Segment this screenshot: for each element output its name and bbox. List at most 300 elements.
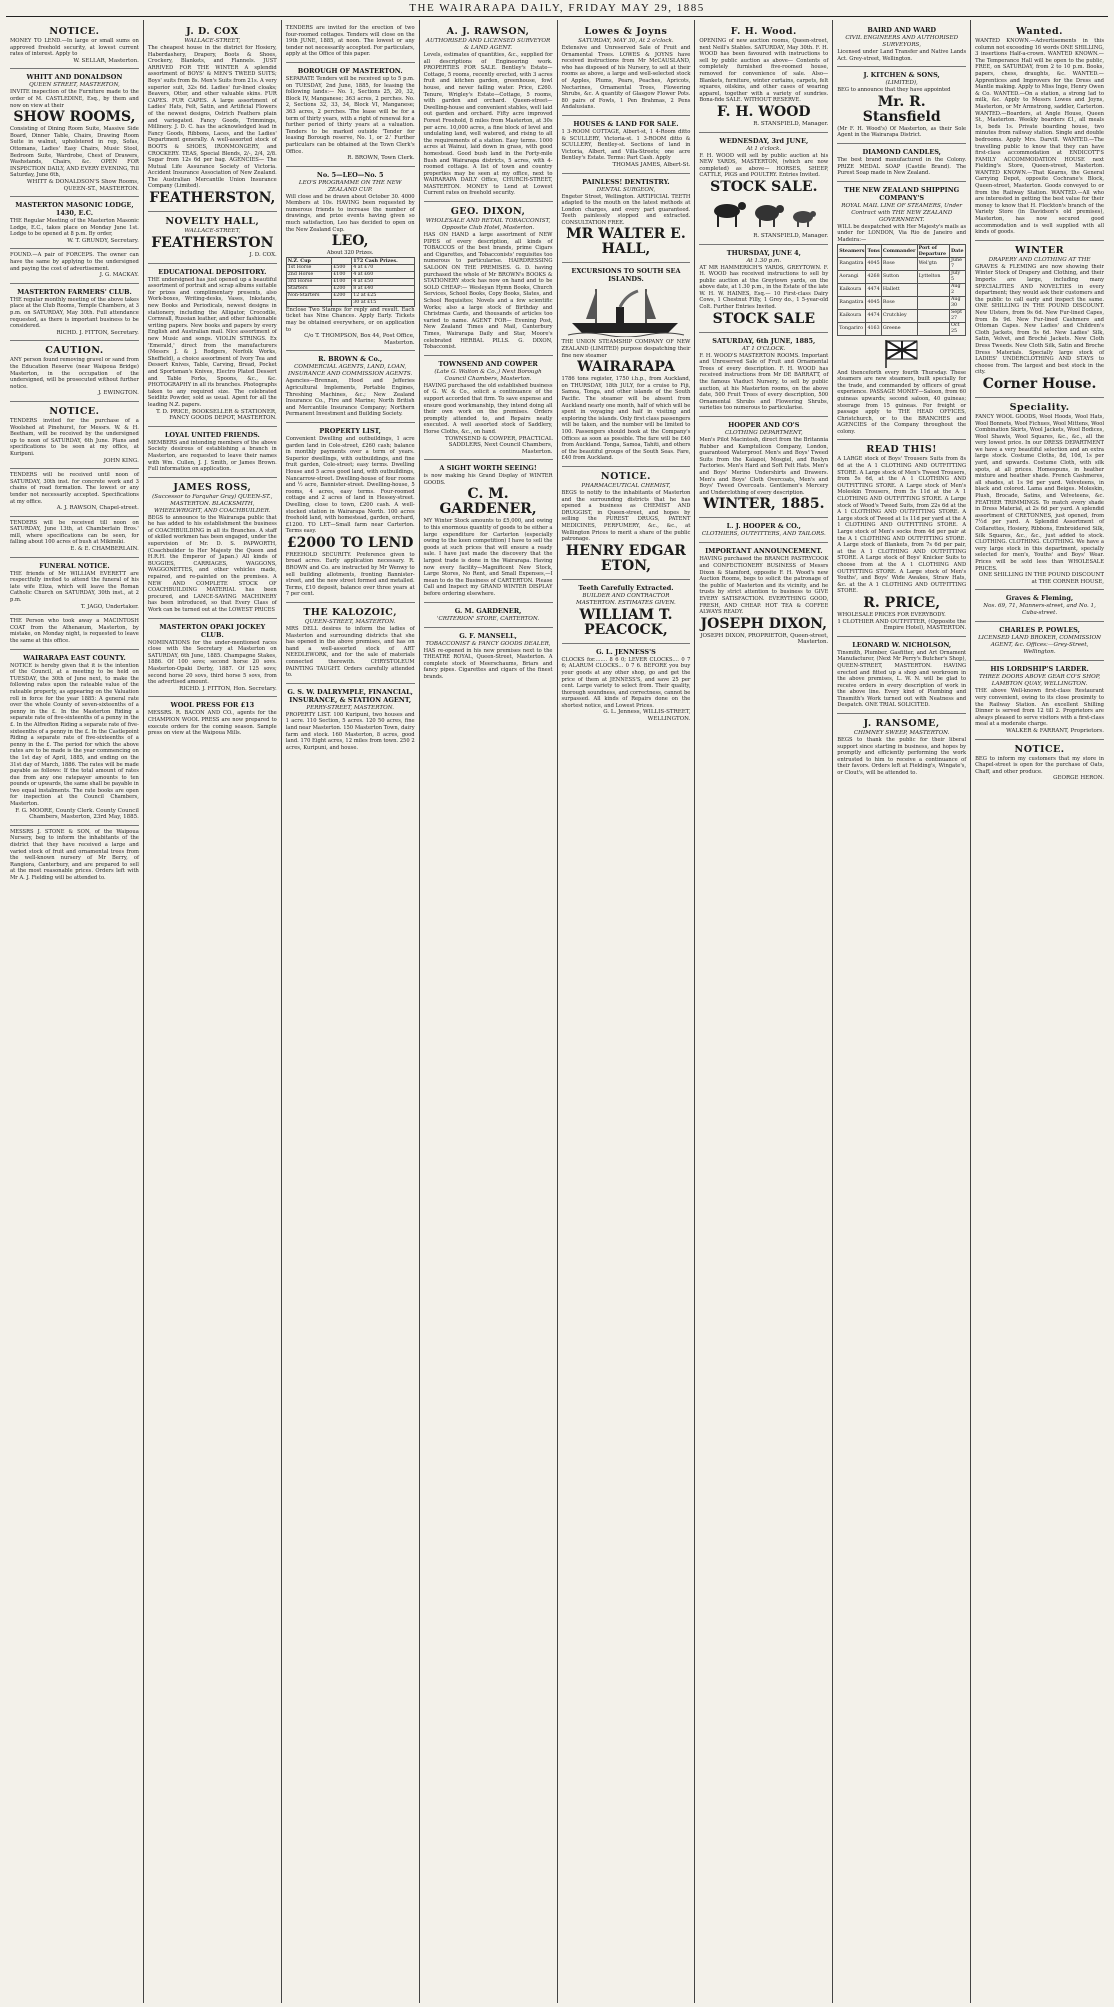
table-header: Tons — [866, 244, 881, 257]
ad-extra: 1786 tons register, 1750 i.h.p., from Auckland, on THURSDAY, 18th JULY, for a cruise to Fiji, Samoa, Tonga, and other islands of the South Pacific. The steamer will be absent from Auckland nearly one month, half of which will be spent in voyaging and half in visiting and exploring the islands. Only first class passengers will be taken, and the number will be limited to 100. Passengers should book at the Company's Offices as soon as possible. The fare will be £40 from Auckland. Tonga, Samoa, Tahiti, and others of the beautiful groups of the South Seas. Fare, £40 from Auckland. — [561, 376, 691, 462]
advertisement — [699, 543, 828, 650]
ad-body: THE UNION STEAMSHIP COMPANY OF NEW ZEALAND (LIMITED) purpose despatching their fine new steamer — [561, 339, 691, 359]
advertisement — [837, 144, 966, 182]
ad-subheading: (Late G. Walton & Co.,) Next Borough Council Chambers, Masterton. — [434, 368, 542, 382]
ad-signature: RICHD. J. FITTON, Hon. Secretary. — [179, 685, 277, 692]
livestock-illustration — [699, 197, 828, 231]
ad-body: 1 3-ROOM COTTAGE, Albert-st, 1 4-Room ditto & SCULLERY, Victoria-st. 1 3-ROOM ditto & SCULLERY, Bentley-st. Sections of land in Victoria, Albert, and Villa-Streets; one acre Bentley's Estate. Terms: Part Cash. Apply — [561, 128, 691, 162]
ad-extra: WHOLESALE PRICES FOR EVERYBODY. — [837, 611, 946, 618]
ad-subheading: WALLACE-STREET, — [184, 228, 241, 235]
column-3 — [282, 20, 420, 2003]
ad-body: F. H. WOOD'S MASTERTON ROOMS. Important and Unreserved Sale of Fruit and Ornamental Trees of every description. F. H. WOOD has received instructions from Mr DE BARRATT, of the famous Viaduct Nursery, to sell by public auction, at his Masterton rooms, on the above date, 500 Fruit Trees of every description, 500 Ornamental Shrubs and Flowering Shrubs, varieties too numerous to particularise. — [699, 352, 829, 412]
advertisement — [699, 22, 828, 133]
ad-body: GRAVES & FLEMING are now showing their Winter Stock of Drapery and Clothing, and their Imports are large, including many SPECIALITIES AND NOVELTIES in every department; they would ask their customers and the public to call early and inspect the same. ONE SHILLING IN THE POUND DISCOUNT. New Ulsters, from 9s 6d. New Fur-lined Capes, from 8s 9d. New Fur-lined Cashmere and Ottoman Capes. New Ladies' and Children's Cloth Jackets, from 5s 6d. New Ladies' Silk, Satin, Velvet, and Broché Jackets. New Cloth Dress Tweeds. New Cloth Silk, Satin and Broche Dress Materials. Specially large stock of LADIES' UNDERCLOTHING AND STAYS to choose from. The largest and best stock in the city. — [975, 263, 1104, 376]
table-cell: 4268 — [866, 270, 881, 283]
column-7 — [833, 20, 971, 2003]
table-cell: Sutton — [881, 270, 917, 283]
ad-heading: A. J. RAWSON, — [446, 26, 530, 37]
ad-body: INVITE inspection of the Furniture made to the order of M. CASTLEDINE, Esq., by them and now on view at their — [10, 89, 139, 109]
ad-body: HAVING purchased the old established business of G. W. & Co., solicit a continuance of the support accorded that firm. To save expense and ensure good workmanship, they intend doing all their own work on the premises. Orders promptly attended to, and Repairs neatly executed. A well assorted stock of Saddlery, Horse Cloths, &c., on hand. — [423, 382, 553, 435]
ad-display-line: SHOW ROOMS, — [13, 109, 136, 126]
table-row — [838, 257, 966, 270]
ad-subheading: (LIMITED), — [885, 80, 918, 87]
ad-subheading: PHARMACEUTICAL CHEMIST, — [581, 482, 671, 489]
advertisement — [10, 558, 139, 616]
ad-body: TENDERS are invited for the erection of two four-roomed cottages. Tenders will close on the 19th JUNE, 1885, at noon. The lowest or any tender not necessarily accepted. For particulars, apply at the Office of this paper. — [285, 25, 415, 58]
ad-signature: C/o T. THOMPSON, Box 44, Post Office, Masterton. — [304, 333, 415, 346]
ad-subheading: WHOLESALE AND RETAIL TOBACCONIST, Opposite Club Hotel, Masterton. — [425, 218, 551, 232]
ad-body: FOUND.—A pair of FORCEPS. The owner can have the same by applying to the undersigned and paying the cost of advertisement. — [10, 252, 139, 272]
ad-body: Agencies—Brennan, Hood and Jefferies Agricultural Implements, Portable Engines, Threshing Machines, &c.; New Zealand Insurance Co., Fire and Marine; North British and Mercantile Insurance Company; Northern Permanent Investment and Building Society. — [285, 378, 415, 418]
ad-heading: G. L. JENNESS'S — [596, 647, 656, 656]
ad-heading: A SIGHT WORTH SEEING! — [439, 464, 537, 473]
table-cell: Oct 25 — [949, 322, 965, 335]
ad-heading: DIAMOND CANDLES, — [862, 147, 941, 156]
advertisement — [424, 460, 553, 602]
ad-subheading: QUEEN-STREET, MASTERTON. — [304, 619, 396, 626]
advertisement — [975, 622, 1104, 661]
ad-heading: J. RANSOME, — [863, 718, 940, 730]
ad-body: WANTED KNOWN.—Advertisements in this column not exceeding 16 words ONE SHILLING, 3 insertions Half-a-crown. WANTED KNOWN.—The Temperance Hall will be open to the public, FREE, on SATURDAY, from 2 to 10 p.m. Books, papers, chess, draughts, &c. WANTED.—Apprentices and Improvers for the Dress and Mantle making. Apply to Miss Inge, Henry Owen & Co. WANTED.—On a station, a strong lad to milk, &c. Apply to Messrs Lowes and Joyns, Masterton, or Mr Armstrong, saddler, Carterton. WANTED.—Boarders, at Angle House, Queen St., Masterton. Weekly boarders £1, all meals 1s, beds 1s. Private boarding house, two minutes from railway station. Single and double bedrooms. Apply Mrs. Darvill. WANTED.—The travelling public to know that they can have first-class accommodation at ENDICOTT'S FAMILY ACCOMMODATION HOUSE next Fielding's Store, Queen-street, Masterton. WANTED KNOWN.—That Kearns, the General Carrying Depot, opposite Cochrane's Block, Queen-street, Masterton. Goods conveyed to or from the Railway Station. WANTED.—All who are interested in getting the best value for their money to know that H. Fleckton's branch of the Variety Store (in Davidson's old premises), Masterton, has now secured good accommodation and is well supplied with all kinds of goods. — [975, 38, 1104, 236]
ad-heading: EDUCATIONAL DEPOSITORY. — [158, 267, 267, 276]
ad-subheading: At 1 o'clock. — [746, 145, 782, 152]
ad-heading: NOVELTY HALL, — [165, 216, 260, 228]
advertisement — [562, 580, 691, 644]
advertisement — [975, 398, 1104, 590]
advertisement — [10, 469, 139, 517]
advertisement — [699, 133, 828, 245]
table-cell: Aorangi — [838, 270, 866, 283]
ad-subheading: Nos. 69, 71, Manners-street, and No. 1, Cuba-street. — [983, 603, 1096, 617]
columns-container — [6, 20, 1108, 2003]
ad-heading: READ THIS! — [866, 444, 937, 456]
ad-subheading: CHIMNEY SWEEP, MASTERTON. — [853, 730, 950, 737]
ad-signature: T. JAGO, Undertaker. — [80, 603, 139, 610]
ad-heading: Speciality. — [1009, 401, 1070, 413]
ad-body: is now making his Grand Display of WINTER GOODS. — [423, 473, 553, 486]
ad-display-line: F. H. WOOD — [717, 103, 811, 120]
ad-signature: R. STANSFIELD, Manager. — [753, 232, 829, 239]
table-header — [332, 257, 352, 264]
ad-signature: 1 CLOTHIER AND OUTFITTER, (Opposite the Empire Hotel), MASTERTON. — [837, 618, 967, 632]
advertisement — [10, 197, 139, 249]
ad-heading: MASTERTON FARMERS' CLUB. — [17, 287, 132, 296]
ad-signature: W. T. GRUNDY, Secretary. — [67, 237, 139, 244]
advertisement — [562, 263, 691, 467]
table-cell: 8 at £40 — [352, 285, 414, 292]
table-cell — [917, 309, 949, 322]
ad-body: BEG to announce that they have appointed — [837, 87, 951, 94]
column-4 — [420, 20, 558, 2003]
ad-heading: JAMES ROSS, — [173, 481, 252, 493]
ad-display-line: FEATHERSTON — [151, 235, 274, 252]
advertisement — [562, 644, 691, 727]
table-header: N.Z. Cup — [286, 257, 332, 264]
table-row — [838, 322, 966, 335]
ad-body: MRS DELL desires to inform the ladies of Masterton and surrounding districts that she has opened in the above premises, and has on hand a well-assorted stock of ART NEEDLEWORK, and for the sale of materials connected therewith. CHRYSTOLEUM PAINTING TAUGHT. Orders carefully attended to. — [285, 626, 415, 679]
ad-signature: THOMAS JAMES, Albert-St. — [612, 161, 691, 168]
ad-subheading: PERRY-STREET, MASTERTON. — [306, 704, 394, 711]
ad-body: BEG to inform my customers that my store in Chapel-street is open for the purchase of Oats, Chaff, and other produce. — [975, 755, 1104, 775]
ad-signature: JOHN KING. — [103, 457, 139, 464]
ad-display-line: WINTER, 1885. — [703, 496, 825, 513]
livestock-icon — [709, 197, 819, 231]
advertisement — [10, 517, 139, 558]
ad-body: THE above Well-known first-class Restaurant very convenient, owing to its close proximity to the Railway Station. An excellent Shilling Dinner is served from 12 till 2. Proprietors are always pleased to serve visitors with a first-class meal at a moderate charge. — [975, 688, 1104, 728]
ad-body: Levels, estimates of quantities, &c., supplied for all descriptions of Engineering work. PROPERTIES FOR SALE. Bentley's Estate—Cottage, 5 rooms, recently erected, with 3 acres fruit and kitchen garden, greenhouse, fowl house, and never failing water. Price, £260. Tenure, Wrigley's Estate—Cottage, 5 rooms, with garden and orchard. Queen-street—Dwelling-house and convenient stables, well laid out garden and orchard. Fifty acre improved Forest Freehold, 8 miles from Masterton, at 30s per acre. 10,000 acres, a fine block of level and undulating land, well watered, and rising to all the requirements of a station. Easy terms. 1000 acres at Wainui, laid down in grass, with good homestead. Good bush land in the Forty-mile Bush and Wairarapa districts, 5 acres, with 4-roomed cottage. A list of town and country properties may be seen at my office, next to WAIRARAPA DAILY Office, CHURCH-STREET, MASTERTON. MONEY to Lend at Lowest Current rates on freehold security. — [423, 52, 553, 197]
ad-heading: G. S. W. DALRYMPLE, FINANCIAL, INSURANCE, & STATION AGENT, — [287, 687, 413, 704]
advertisement — [10, 402, 139, 469]
ad-body: TENDERS will be received till noon on SATURDAY, June 13th, at Chamberlain Bros.' mill, where specifications can be seen, for falling about 100 acres of bush at Mikimiki. — [10, 519, 139, 546]
table-cell: Non-Starters — [286, 292, 332, 299]
advertisement — [424, 356, 553, 461]
ad-subheading: LICENSED LAND BROKER, COMMISSION AGENT, &c. Offices:—Grey-Street, Wellington. — [978, 635, 1102, 656]
advertisement — [148, 619, 277, 698]
ad-display-line: WAIRARAPA — [577, 359, 675, 376]
table-cell: £100 — [332, 271, 352, 278]
steamship-illustration — [562, 285, 691, 337]
table-cell: Rose — [881, 296, 917, 309]
ad-heading: CHARLES P. POWLES, — [999, 626, 1080, 635]
ad-body: THE undersigned has just opened up a beautiful assortment of portrait and scrap albums suitable for prizes and complimentary presents, also Work-boxes, Writing-desks, Vases, Inkstands, new Books and Periodicals, newest designs in stationery, including the Alligator, Crocodile, Cornwall, Russian leather, and other fashionable writing papers. New books and papers by every English and Australian mail. Nice assortment of new Music and songs. VIOLIN STRINGS. Ex 'Emerald,' direct from the manufacturers (Messrs J. & J. Rodgers, Norfolk Works, Sheffield), a choice assortment of Ivory Tea and Dessert Knives, Table, Carving, Bread, Pocket and Sportsman's Knives, Electro Plated Dessert and Table Forks, Spoons, &c., &c. PHOTOGRAPHY in all its branches. Photographs taken to any required size. The celebrated Seidlitz Powder, sold as usual. Agent for all the leading N.Z. papers. — [147, 276, 277, 408]
ad-signature: WALKER & FARRANT, Proprietors. — [1006, 727, 1104, 734]
advertisement — [148, 264, 277, 427]
ad-body: The best brand manufactured in the Colony. PRIZE MEDAL SOAP (Castile Brand). The Purest Soap made in New Zealand. — [837, 156, 967, 177]
ad-heading: EXCURSIONS TO SOUTH SEA ISLANDS. — [571, 267, 681, 284]
ad-heading: Lowes & Joyns — [584, 26, 668, 37]
table-row — [286, 292, 414, 299]
steamship-icon — [566, 285, 686, 337]
ad-heading: G. M. GARDENER, — [454, 606, 522, 615]
ad-body: SEPARATE Tenders will be received up to 5 p.m. on TUESDAY, 2nd June, 1885, for leasing the following lands:— No. 1, Sections 25, 20, 32, Block IV, Manganese; 363 acres, 2 perches. No. 2, Sections 32, 33, 34, Block VI, Manganese; 363 acres, 2 perches. The lease will be for a term of thirty years, with a right of renewal for a further period of thirty years at a valuation. Tenders to be marked outside 'Tender for leasing Borough reserve, No. 1, or 2.' Further particulars can be obtained at the Town Clerk's Office. — [285, 75, 415, 155]
advertisement — [699, 417, 828, 518]
ad-body: F. H. WOOD will sell by public auction at his NEW YARDS, MASTERTON, (which are now completed) as above— HORSES, SHEEP, CATTLE, PIGS and POULTRY. Entries Invited. — [699, 152, 829, 179]
ad-heading: WINTER — [1015, 244, 1065, 256]
ad-body: BEGS to thank the public for their liberal support since starting in business, and hopes by promptly and efficiently performing the work entrusted to him to receive a continuance of their favors. Orders left at Fielding's, Wingate's, or Clout's, will be attended to. — [837, 737, 967, 777]
ad-extra: Consisting of Dining Room Suite, Massive Side Board, Dinner Table, Chairs, Drawing Room Suite in walnut, upholstered in rep, Sofas, Ottomans, Ladies' Easy Chairs, Music Stool, Bedroom Suite, Wardrobe, Chest of Drawers, Washstands, Chairs, &c. OPEN FOR INSPECTION DAILY, AND EVERY EVENING, Till Saturday, June 6th, — [10, 126, 139, 179]
advertisement — [424, 628, 553, 685]
ad-body: THE friends of Mr WILLIAM EVERETT are respectfully invited to attend the funeral of his late wife Eliza, which will leave the Roman Catholic Church on SATURDAY, 30th inst., at 2 p.m. — [10, 570, 139, 604]
ad-signature: R. STANSFIELD, Manager. — [753, 120, 829, 127]
advertisement — [837, 67, 966, 144]
ad-display-line: STOCK SALE. — [710, 178, 818, 195]
table-cell: Aug 30 — [949, 296, 965, 309]
ad-heading: WEDNESDAY, 3rd JUNE, — [719, 136, 809, 145]
ad-display-line: £2000 TO LEND — [286, 534, 414, 551]
table-cell: Sept 27 — [949, 309, 965, 322]
advertisement — [148, 427, 277, 478]
ad-signature: G. L. Jenness, WILLIS-STREET, WELLINGTON. — [603, 709, 691, 723]
advertisement — [562, 174, 691, 264]
ad-body: ANY person found removing gravel or sand from the Education Reserve (near Waipoua Bridge) Masterton, in the occupation of the undersigned, will be prosecuted without further notice. — [10, 357, 139, 390]
table-cell — [917, 322, 949, 335]
ad-subheading: LEO'S PROGRAMME ON THE NEW ZEALAND CUP. — [298, 179, 402, 193]
advertisement — [837, 714, 966, 781]
advertisement — [424, 202, 553, 356]
table-cell: Crutchley — [881, 309, 917, 322]
table-row — [838, 296, 966, 309]
table-cell: Rangatira — [838, 257, 866, 270]
advertisement — [10, 22, 139, 69]
ad-body: AT MR HAMMERICH'S YARDS, GREYTOWN. F. H. WOOD has received instructions to sell by public auction at the Greytown yards, on the above date, at 1.30 p.m., in the Estate of the late W. H. W. HAINES, Esq.— 10 First-class Dairy Cows, 1 Chestnut Filly, 1 Grey do., 1 5-year-old Colt. Further Entries Invited. — [699, 264, 829, 311]
table-cell: 4 at £70 — [352, 264, 414, 271]
table-cell: Rose — [881, 257, 917, 270]
table-cell: 4 at £60 — [352, 271, 414, 278]
ad-subheading: (Successor to Farquhar Gray) QUEEN-ST., MASTERTON. BLACKSMITH, WHEELWRIGHT, AND COACHBUILDER. — [152, 493, 273, 514]
advertisement — [10, 249, 139, 283]
column-6 — [695, 20, 833, 2003]
ad-display-line: STOCK SALE — [712, 310, 816, 327]
ad-signature: RICHD. J. FITTON, Secretary. — [56, 329, 139, 336]
ad-heading: MASTERTON OPAKI JOCKEY CLUB. — [159, 622, 266, 639]
ad-subheading: COMMERCIAL AGENTS, LAND, LOAN, INSURANCE AND COMMISSION AGENTS. — [288, 364, 413, 378]
column-5 — [558, 20, 696, 2003]
ad-body: PROPERTY LIST. 100 Kuripuni, two houses and 1 acre. 110 Section, 5 acres. 120 50 acres, fine land near Masterton. 150 Masterton Town, dairy farm and stock. 160 Masterton, 8 acres, good land. 170 Eight acres, 12 miles from town. 250 2 acres, Kuripuni, and house. — [285, 711, 415, 751]
ad-body: HAS re-opened in his new premises next to the THEATRE ROYAL, Queen-Street, Masterton. A complete stock of Meerschaums, Briars and fancy pipes. Cigarettes and cigars of the finest brands. — [423, 647, 553, 680]
advertisement — [286, 22, 415, 63]
ad-body: HAS ON HAND a large assortment of NEW PIPES of every description, all kinds of TOBACCOS of the best brands, prime Cigars and Cigarettes, and Tobacconists' requisites too numerous to particularise. HAIRDRESSING SALOON ON THE PREMISES. G. D. having purchased the whole of Mr BROWN's BOOKS & STATIONERY stock has now on hand and to be SOLD CHEAP:— Wesleyan Hymn Books, Church Services, School Books, Copy Books, Slates, and School Requisites; Novels and a few scientific Works; also a large stock of Birthday and Christmas Cards, and thousands of articles too varied to name. AGENT FOR— Evening Post, New Zealand Times and Mail, Canterbury Times, Wairarapa Daily and Star, Moore's celebrated HERBAL PILLS. G. DIXON, Tobacconist. — [423, 232, 553, 351]
ad-body: A LARGE stock of Boys' Trousers Suits from 8s 6d at the A 1 CLOTHING AND OUTFITTING STORE. A Large stock of Men's Tweed Trousers, from 5s 6d, at the A 1 CLOTHING AND OUTFITTING STORE. A Large stock of Men's Moleskin Trousers, from 5s 11d at the A 1 CLOTHING AND OUTFITTING STORE. A Large stock of Wood's Tweed Suits, from 22s 6d at the A 1 CLOTHING AND OUTFITTING STORE. A Large stock of Tweed at 1s 11d per yard at the A 1 CLOTHING AND OUTFITTING STORE. A Large stock of Men's socks from 4d per pair at the A 1 CLOTHING AND OUTFITTING STORE. A Large stock of Blankets, from 7s 6d per pair, at the A 1 CLOTHING AND OUTFITTING STORE. A Large stock of Boys' Knicker Suits to choose from at the A 1 CLOTHING AND OUTFITTING STORE. A Large stock of Men's Youths', and Boys' Wide Awakes, Straw Hats, &c. at the A 1 CLOTHING AND OUTFITTING STORE. — [837, 456, 967, 595]
newspaper-title: THE WAIRARAPA DAILY, FRIDAY MAY 29, 1885 — [409, 2, 705, 14]
column-2 — [144, 20, 282, 2003]
advertisement — [975, 590, 1104, 622]
ad-display-line: LEO, — [331, 233, 369, 250]
ad-heading: Teeth Carefully Extracted. — [578, 583, 674, 592]
ad-heading: NOTICE. — [49, 405, 100, 417]
table-cell: Starters — [286, 285, 332, 292]
ad-subheading: THREE DOORS ABOVE GEAR CO'S SHOP, LAMBTON QUAY, WELLINGTON. — [978, 674, 1101, 688]
advertisement — [148, 22, 277, 212]
advertisement — [975, 740, 1104, 786]
masthead — [6, 0, 1108, 17]
advertisement — [148, 697, 277, 740]
table-row — [286, 264, 414, 271]
advertisement — [286, 63, 415, 167]
ad-body: NOMINATIONS for the under-mentioned races close with the Secretary at Masterton on SATURDAY, 6th June, 1885. Champagne Stakes, 1886. Of 100 sovs; second horse 20 sovs. Masterton-Opaki Derby, 1887. Of 125 sovs; second horse 20 sovs, third horse 5 sovs, from the advertised amount. — [147, 639, 277, 686]
table-cell: Wel'gtn — [917, 257, 949, 270]
ad-subheading: At 1.30 p.m. — [746, 257, 782, 264]
table-cell: 4045 — [866, 296, 881, 309]
ad-subheading: CIVIL ENGINEERS AND AUTHORISED SURVEYORS, — [845, 35, 959, 48]
ad-body: CLOCKS for........ 8 6 0; LEVER CLOCKS.... 0 7 6; ALARUM CLOCKS... 0 7 6. BEFORE you buy your goods at any other shop, go and get the price of them at JENNESS'S, and save 25 per cent. Large variety to select from. Their quality, thorough soundness, and correctness, cannot be surpassed. All kinds of Repairs done on the shortest notice, and Lowest Prices. — [561, 656, 691, 709]
schedule-table — [837, 244, 966, 336]
ad-body: FANCY WOOL GOODS, Wool Hoods, Wool Hats, Wool Bonnets, Wool Fichues, Wool Mittens, Wool Combination Skirts, Wool Jackets, Wool Bodices, Wool Shawls, Wool Squares, &c., &c., all the very lowest price. In our DRESS DEPARTMENT we have a very beautiful selection and an extra large stock. Costume Cloths, 8d, 10d, 1s per yard, and upwards. Costume Cloth, with silk spots, at all prices. Homespuns, in heather mixture and heather shade. French Cashmeres, all shades, at 1s 9d per yard. Velveteens, in black and colored. Lama and Beiges. Moleskin, Plush, Brocade, Satins, and Velveteens, &c. FEATHER TRIMMINGS. To match every shade in Dress Material, at 2s 6d per yard. A splendid assortment of CRETONNES, just opened, from 7½d per yard. A Splendid Assortment of Collarettes, Hosiery, Ribbons, Embroidered Silk, Silk Squares, &c., &c., just added to stock. CLOTHING. CLOTHING. CLOTHING. We have a very large stock in this department, specially selected for men's, Youths' and Boys' Wear. Prices will be sold less than WHOLESALE PRICES. — [975, 413, 1104, 572]
ad-heading: WOOL PRESS FOR £13 — [170, 701, 255, 710]
ad-heading: WAIRARAPA EAST COUNTY. — [23, 653, 126, 662]
advertisement — [837, 637, 966, 714]
ad-body: WILL be despatched with Her Majesty's mails as under for LONDON, Via Rio de Janeiro and Madeira:— — [837, 223, 967, 243]
ad-subheading: DENTAL SURGEON, — [596, 186, 656, 193]
ad-heading: LOYAL UNITED FRIENDS. — [164, 430, 260, 439]
table-cell: July 5 — [949, 270, 965, 283]
ad-display-line: C. M. GARDENER, — [439, 486, 537, 518]
ad-body: Licensed under Land Transfer and Native Lands Act. Grey-street, Wellington. — [837, 49, 967, 62]
ad-subheading: 'CRITERION' STORE, CARTERTON. — [436, 615, 540, 622]
ad-display-line: MR WALTER E. HALL, — [566, 226, 686, 258]
table-cell: £100 — [332, 278, 352, 285]
ad-body: Convenient Dwelling and outbuildings, 1 acre garden land in Cole-street, £260 cash; balance in monthly payments over a term of years. Superior dwellings, with outbuildings, and fine fruit garden, Cole-street; easy terms. Dwelling House and 5 acres good land, with outbuildings, Nancarrow-street. Dwelling-house of four rooms and ½ acre, Bannister-street. Dwelling-house, 5 rooms, 4 acres, easy terms. Four-roomed cottage and 2 acres of land in Hessey-street. Dwelling, close to town, £200 cash. A well-stocked station in Wairarapa North. 100 acres freehold land, with homestead, garden, orchard, £1200. TO LET—Small farm near Carterton. Terms easy. — [285, 435, 415, 535]
table-cell: Tongariro — [838, 322, 866, 335]
table-cell: Greene — [881, 322, 917, 335]
ad-subheading: WALLACE-STREET, — [184, 38, 241, 44]
schedule-table — [286, 257, 415, 307]
ad-heading: HOOPER AND CO'S — [728, 421, 800, 429]
ad-heading: GEO. DIXON, — [450, 206, 526, 218]
advertisement — [10, 284, 139, 342]
table-cell: 2nd Horse — [286, 271, 332, 278]
ad-body: Engeter Street, Wellington. ARTIFICIAL TEETH adapted to the mouth on the latest methods at London charges, and every part guaranteed. Teeth painlessly stopped and extracted. CONSULTATION FREE. — [561, 193, 691, 226]
advertisement — [286, 684, 415, 756]
table-cell: Kaikoura — [838, 283, 866, 296]
ad-display-line: R. PRICE, — [863, 594, 941, 611]
table-cell: Rangatira — [838, 296, 866, 309]
ad-body: The cheapest house in the district for Hosiery, Haberdashery, Drapery, Boots & Shoes, Crockery, Blankets, and Flannels. JUST ARRIVED FOR THE WINTER A splendid assortment of BOYS' & MEN'S TWEED SUITS; Boys' suits from 8s. Men's Suits from 21s. A very superior suit, 32s 6d. Ladies' fur-lined cloaks; Beavers, Otter, and other valuable skins. FUR CAPES. FUR CAPES. A large assortment of Ladies' Hats, Felt, Satin, and Artificial Flowers of the newest designs, Ostrich Feathers plain and variegated. Fancy Goods, Trimmings, Millinery. J. D. C. has the acknowledged lead in Fancy Goods, Ribbons, Laces, and the Ladies' Department generally. A well-assorted stock of BOOTS & SHOES, IRONMONGERY, and CROCKERY. TEAS, Special Blends, 2/-, 2/4, 2/8. Sugar from 12s 6d per bag. AGENCIES— The Mutual Life Assurance Society of Victoria. Accident Insurance Association of New Zealand. The Australian Mercantile Union Insurance Company (Limited). — [147, 45, 277, 190]
table-row — [838, 283, 966, 296]
table-cell: Kaikoura — [838, 309, 866, 322]
ad-heading: TOWNSEND AND COWPER — [438, 359, 538, 368]
table-header: Date — [949, 244, 965, 257]
ad-body: MESSRS J. STONE & SON, of the Waipoua Nursery, beg to inform the inhabitants of the district that they have received a large and varied stock of fruit and ornamental trees from the well-known nursery of Mr Berry, of Rangiora, Canterbury, and are prepared to sell at the most reasonable prices. Orders left with Mr A. J. Fielding will be attended to. — [10, 828, 139, 881]
ad-display-line: Mr. R. Stansfield — [862, 93, 941, 125]
table-caption: About 320 Prizes. — [326, 250, 374, 257]
advertisement — [699, 333, 828, 417]
ad-heading: Wanted. — [1016, 26, 1063, 37]
table-cell — [917, 283, 949, 296]
table-header: 172 Cash Prizes. — [352, 257, 414, 264]
ad-subheading: AUTHORISED AND LICENSED SURVEYOR & LAND AGENT. — [425, 38, 551, 51]
ad-signature: W. SELLAR, Masterton. — [73, 57, 139, 64]
advertisement — [837, 182, 966, 441]
ad-heading: Graves & Fleming, — [1005, 594, 1074, 603]
ad-signature: J. D. COX. — [249, 252, 277, 259]
table-header: Commander — [881, 244, 917, 257]
ad-heading: HIS LORDSHIP'S LARDER. — [990, 665, 1089, 674]
ad-body: BEGS to announce to the Wairarapa public that he has added to his establishment the business of COACHBUILDING in all its Branches. A staff of skilled workmen has been engaged, under the supervision of Mr. D. S. PAPWORTH, (Coachbuilder to Her Majesty the Queen and H.R.H. the Emperor of Japan.) All kinds of BUGGIES, CARRIAGES, WAGGONS, WAGGONETTES, and other vehicles made, repaired, and re-painted on the premises. A NEW AND COMPLETE STOCK OF COACHBUILDING MATERIAL has been procured, and LANCE-SAVING MACHINERY has been introduced, so that Every Class of Work can be turned out at the LOWEST PRICES — [147, 514, 277, 613]
ad-signature: ONE SHILLING IN THE POUND DISCOUNT at THE CORNER HOUSE, — [978, 572, 1104, 585]
table-cell: 4474 — [866, 283, 881, 296]
ad-subheading: CLOTHING DEPARTMENT, — [724, 430, 803, 436]
ad-extra: (Mr F. H. Wood's) Of Masterton, as their Sole Agent in the Wairarapa District. — [837, 125, 967, 139]
ad-body: Extensive and Unreserved Sale of Fruit and Ornamental Trees. LOWES & JOYNS have received instructions from Mr McCAUSLAND, who has disposed of his Nursery, to sell at their rooms as above, a large and well-selected stock of Apples, Plums, Pears, Peaches, Apricots, Nectarines, Ornamental Trees, Flowering Shrubs, &c. A quantity of Glasgow Flower Pots. 80 pairs of Fowls, 1 Pen Brahmas, 2 Pens Andalusians. — [561, 45, 691, 111]
advertisement — [699, 518, 828, 543]
ad-subheading: AT 1 O'CLOCK. — [742, 345, 786, 352]
table-cell: £200 — [332, 285, 352, 292]
advertisement — [10, 826, 139, 886]
ad-heading: J. KITCHEN & SONS, — [863, 71, 940, 80]
column-8 — [971, 20, 1108, 2003]
ad-heading: CAUTION. — [45, 345, 104, 357]
table-cell: Hallett — [881, 283, 917, 296]
ad-heading: IMPORTANT ANNOUNCEMENT. — [705, 547, 823, 556]
ad-signature: F. G. MOORE, County Clerk. County Council Chambers, Masterton, 23rd May, 1885. — [15, 807, 139, 821]
ad-heading: G. F. MANSELL, — [459, 631, 517, 640]
advertisement — [975, 661, 1104, 739]
ad-heading: THURSDAY, JUNE 4, — [726, 248, 801, 257]
table-cell: 3rd Horse — [286, 278, 332, 285]
ad-heading: THE KALOZOIC, — [303, 607, 398, 619]
table-cell: 4163 — [866, 322, 881, 335]
advertisement — [562, 467, 691, 580]
ad-signature: WHITT & DONALDSON'S Show Rooms, QUEEN-ST., MASTERTON. — [26, 178, 139, 192]
ad-body: BEGS to notify to the inhabitants of Masterton and the surrounding districts that he has opened a business as CHEMIST AND DRUGGIST, in Queen-street, and hopes by selling the PUREST DRUGS, PATENT MEDICINES, PERFUMERY, &c., &c., at Wellington Prices to merit a share of the public patronage. — [561, 489, 691, 543]
advertisement — [10, 69, 139, 197]
advertisement — [424, 603, 553, 628]
ad-heading: PROPERTY LIST, — [319, 426, 381, 435]
ad-subheading: ROYAL MAIL LINE OF STEAMERS, Under Contract with THE NEW ZEALAND GOVERNMENT. — [841, 202, 963, 223]
ad-body: TENDERS will be received until noon of SATURDAY, 30th inst. for concrete work and 3 chains of road formation. The lowest or any tender not necessarily accepted. Specifications at my office. — [10, 472, 139, 505]
ad-heading: LEONARD W. NICHOLSON, — [852, 640, 952, 649]
ad-signature: TOWNSEND & COWPER, PRACTICAL SADDLERS, Next Council Chambers, Masterton. — [445, 435, 553, 455]
table-row — [838, 270, 966, 283]
advertisement — [837, 440, 966, 636]
advertisement — [837, 22, 966, 67]
ad-body: MESSRS. R. BACON AND CO., agents for the CHAMPION WOOL PRESS are now prepared to execute orders for the coming season. Sample press on view at the Waipoua Mills. — [147, 710, 277, 737]
ad-signature: R. BROWN, Town Clerk. — [347, 155, 415, 162]
ad-display-line: JOSEPH DIXON, — [700, 615, 828, 632]
advertisement — [699, 245, 828, 333]
advertisement — [286, 167, 415, 352]
ad-body: OPENING of new auction rooms, Queen-street, next Neill's Stables. SATURDAY, May 30th. F. H. WOOD has been favoured with instructions to sell by public auction as above— Contents of completely furnished five-roomed house, removed for convenience of sale. Also— Blankets, furniture, winter curtains, carpets, felt squares, oilskins, and other cases of wearing apparel, together with a variety of sundries. Bona-fide SALE. WITHOUT RESERVE. — [699, 38, 829, 104]
ad-heading: BAIRD AND WARD — [867, 26, 937, 34]
table-row — [286, 299, 414, 306]
ad-signature: T. D. PRICE, BOOKSELLER & STATIONER, FANCY GOODS DEPOT, MASTERTON. — [156, 408, 277, 422]
ad-heading: R. BROWN & Co., — [318, 355, 383, 364]
table-cell: 1st Horse — [286, 264, 332, 271]
ad-body: MEMBERS and intending members of the above Society desirous of establishing a branch in Masterton, are requested to leave their names with Wm. Cullen, J. J. Smith, or James Brown. Full information on application. — [147, 439, 277, 473]
ad-heading: WHITT AND DONALDSON — [26, 73, 123, 82]
ad-heading: HOUSES & LAND FOR SALE. — [573, 119, 679, 128]
table-cell — [286, 299, 332, 306]
ad-signature: A. J. RAWSON, Chapel-street. — [56, 505, 139, 512]
advertisement — [424, 22, 553, 202]
ad-heading: NOTICE. — [49, 26, 100, 37]
ad-heading: J. D. COX — [186, 26, 239, 37]
advertisement — [148, 478, 277, 619]
advertisement — [286, 423, 415, 603]
advertisement — [148, 212, 277, 264]
advertisement — [286, 603, 415, 684]
ad-body: TENDERS invited for the purchase of a Woolshed at Pinehurst, for Messrs. W. & H. Beetham, will be received by the undersigned up to noon of SATURDAY, 6th June. Plans and specifications to be seen at my office, at Kuripuni. — [10, 417, 139, 457]
table-header: Steamers — [838, 244, 866, 257]
table-cell: June 7 — [949, 257, 965, 270]
table-row — [286, 285, 414, 292]
advertisement — [10, 615, 139, 649]
ad-body: NOTICE is hereby given that it is the intention of the Council, at a meeting to be held on TUESDAY, the 30th of June next, to make the following rates upon the rateable value of the rateable property, as appearing on the Valuation roll in force for the year 1885: A general rate over the whole County of seven-sixteenths of a penny in the £. In the Masterton Riding a separate rate of five-sixteenths of a penny in the £. In the Alfredton Riding a separate rate of five-sixteenths of a penny in the £. In the Castlepoint Riding a separate rate of five-sixteenths of a penny in the £. The period for which the above rates are to be made is the year commencing on the 1st day of April, 1885, and ending on the 31st day of March, 1886. The rates will be made payable as follows: If the total amount of rates due from any one ratepayer amounts to ten pounds or upwards, the same shall be payable in two equal instalments. The rate books are open for inspection at the Council Chambers, Masterton. — [10, 662, 139, 808]
advertisement — [10, 650, 139, 826]
shipping-flag-illustration — [837, 338, 966, 368]
ad-heading: BOROUGH OF MASTERTON. — [297, 66, 403, 75]
ad-signature: J. G. MACKAY. — [99, 272, 139, 279]
ad-display-line: FEATHERSTON, — [149, 190, 276, 207]
ad-heading: MASTERTON MASONIC LODGE, 1430, E.C. — [15, 201, 134, 218]
ad-display-line: Corner House. — [982, 375, 1097, 392]
advertisement — [562, 22, 691, 116]
ad-body: THE Person who took away a MACINTOSH COAT from the Athenæum, Masterton, by mistake, on Monday night, is requested to leave the same at this office. — [10, 618, 139, 644]
ad-subheading: BUILDER AND CONTRACTOR MASTERTON. ESTIMATES GIVEN. — [576, 592, 676, 606]
advertisement — [286, 351, 415, 423]
ad-heading: FUNERAL NOTICE. — [39, 561, 110, 570]
ad-body: Men's Pilot Macintosh, direct from the Britannia Rubber and Kamptulicon Company, London, guaranteed Waterproof. Men's and Boys' Tweed Suits from the Kaiapoi, Mosgiel, and Roslyn Factories. Men's Hard and Soft Felt Hats. Men's and Boys' Merino Undershirts and Drawers. Men's and Boys' Cloth Overcoats, Men's and Boys' Tweed Overcoats. Gentlemen's Mercery and Underclothing of every description. — [699, 437, 829, 496]
ad-heading: THE NEW ZEALAND SHIPPING COMPANY'S — [844, 185, 960, 202]
ad-extra: And thenceforth every fourth Thursday. These steamers are new steamers, built specially for the trade, and commanded by officers of great experience. PASSAGE MONEY—Saloon, from 60 guineas upwards; second saloon, 40 guineas; steerage from 15 guineas. For freight or passage apply to THE HEAD OFFICES, Christchurch, or to the BRANCHES and AGENCIES of the Company throughout the colony. — [837, 369, 967, 435]
advertisement — [975, 241, 1104, 398]
ad-signature: E. & E. CHAMBERLAIN. — [70, 546, 139, 553]
table-cell: £500 — [332, 264, 352, 271]
table-cell: 4045 — [866, 257, 881, 270]
table-cell — [917, 296, 949, 309]
ad-body: THE Regular Meeting of the Masterton Masonic Lodge, E.C., takes place on Monday June 1st. Lodge to be opened at 8 p.m. By order, — [10, 218, 139, 238]
ad-extra: FREEHOLD SECURITY. Preference given to broad acres. Early application necessary. R. BROWN and Co. are instructed by Mr Wenwy to sell building allotments, fronting Bannister-street, and the new street formed and metalled. Terms, £10 deposit, balance over three years at 7 per cent. — [285, 551, 415, 598]
